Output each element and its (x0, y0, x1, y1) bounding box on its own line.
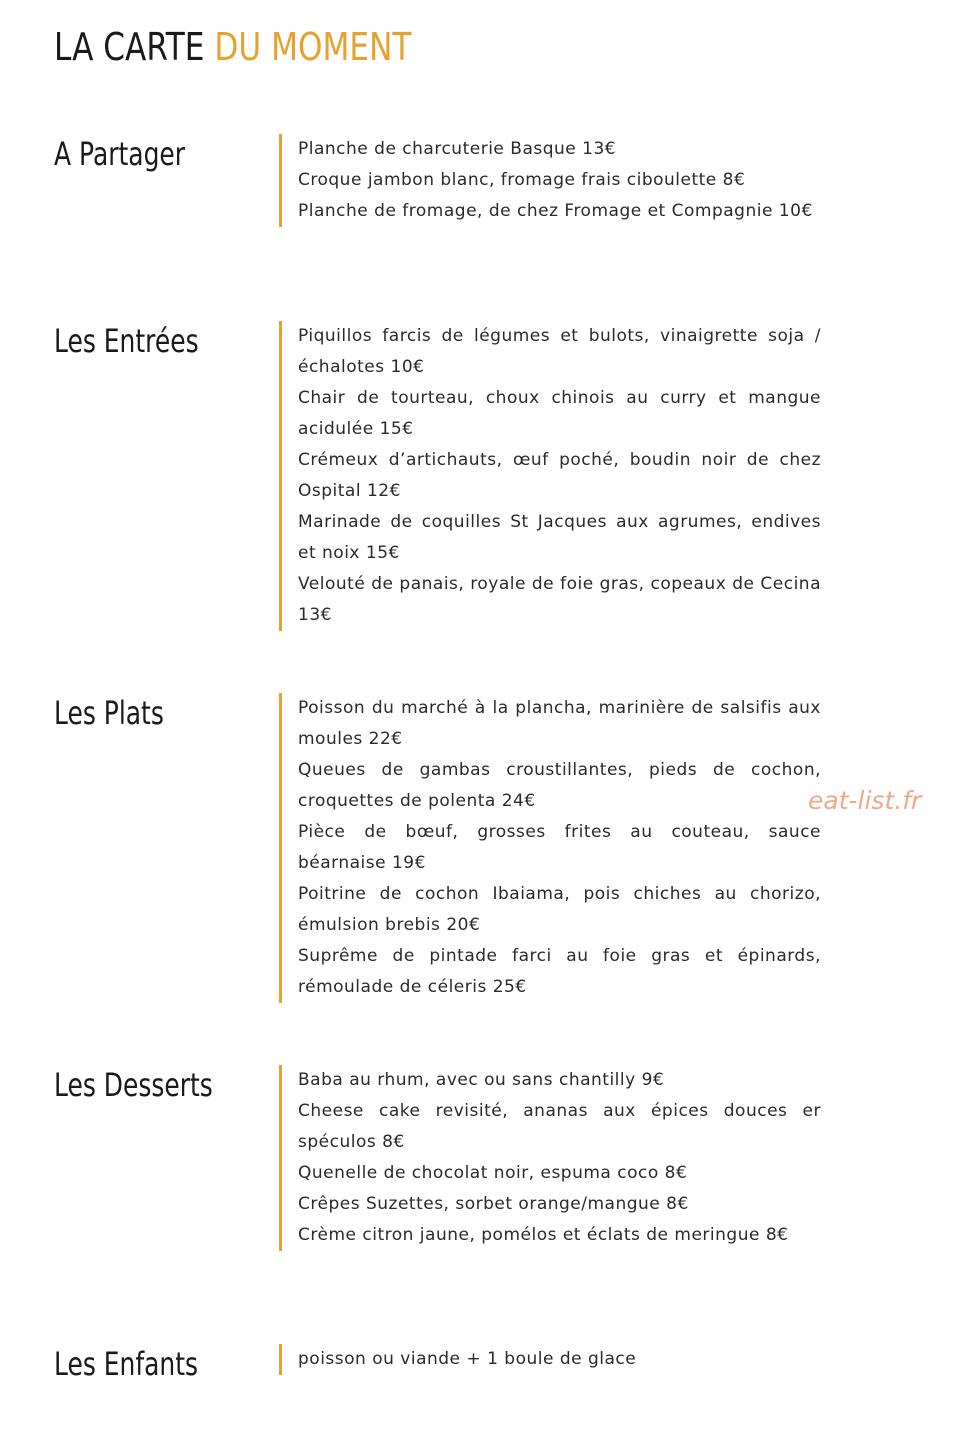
menu-item: Crêpes Suzettes, sorbet orange/mangue 8€ (298, 1194, 689, 1214)
menu-item: poisson ou viande + 1 boule de glace (298, 1349, 637, 1369)
menu-item: Planche de charcuterie Basque 13€ (298, 139, 617, 159)
menu-item: Planche de fromage, de chez Fromage et Compagnie 10€ (298, 201, 813, 221)
page-title-main: LA CARTE (54, 25, 205, 69)
section-title: Les Plats (54, 694, 164, 732)
section-title: Les Desserts (54, 1066, 213, 1104)
menu-item: Crémeux d’artichauts, œuf poché, boudin noir de chez Ospital 12€ (298, 450, 821, 501)
menu-item: Chair de tourteau, choux chinois au curry et mangue acidulée 15€ (298, 388, 821, 439)
menu-item-list (279, 693, 821, 1003)
menu-item-list (279, 1344, 821, 1375)
menu-item: Velouté de panais, royale de foie gras, copeaux de Cecina 13€ (298, 574, 821, 625)
page-title (54, 24, 411, 70)
menu-item: Quenelle de chocolat noir, espuma coco 8€ (298, 1163, 688, 1183)
menu-item: Poisson du marché à la plancha, marinière de salsifis aux moules 22€ (298, 698, 821, 749)
menu-item-list (279, 1065, 821, 1251)
menu-item: Crème citron jaune, pomélos et éclats de meringue 8€ (298, 1225, 789, 1245)
section-title: A Partager (54, 135, 186, 173)
menu-item: Piquillos farcis de légumes et bulots, vinaigrette soja / échalotes 10€ (298, 326, 821, 377)
menu-item: Suprême de pintade farci au foie gras et épinards, rémoulade de céleris 25€ (298, 946, 821, 997)
menu-item: Queues de gambas croustillantes, pieds de cochon, croquettes de polenta 24€ (298, 760, 821, 811)
section-title: Les Enfants (54, 1345, 199, 1383)
menu-item: Baba au rhum, avec ou sans chantilly 9€ (298, 1070, 665, 1090)
menu-item: Pièce de bœuf, grosses frites au couteau, sauce béarnaise 19€ (298, 822, 821, 873)
section-title: Les Entrées (54, 322, 199, 360)
menu-item: Marinade de coquilles St Jacques aux agrumes, endives et noix 15€ (298, 512, 821, 563)
watermark: eat-list.fr (808, 786, 922, 815)
menu-item-list (279, 134, 821, 227)
menu-item: Croque jambon blanc, fromage frais ciboulette 8€ (298, 170, 746, 190)
menu-item: Cheese cake revisité, ananas aux épices douces er spéculos 8€ (298, 1101, 821, 1152)
menu-item: Poitrine de cochon Ibaiama, pois chiches au chorizo, émulsion brebis 20€ (298, 884, 821, 935)
page-title-accent: DU MOMENT (214, 25, 412, 69)
menu-item-list (279, 321, 821, 631)
